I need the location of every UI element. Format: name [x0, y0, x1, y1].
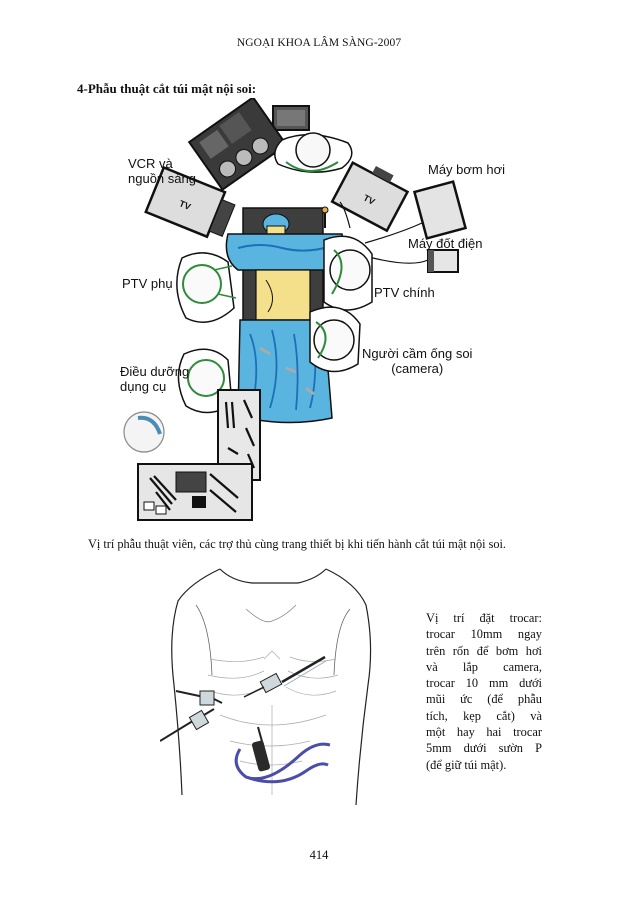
- description-line: Vị trí đặt trocar:: [426, 611, 542, 625]
- label-main-surgeon: PTV chính: [374, 285, 435, 300]
- description-line: tích, kẹp cắt) và: [426, 708, 542, 723]
- subcostal-trocar-lower-icon: [160, 709, 214, 741]
- umbilical-trocar-camera-icon: [236, 727, 330, 782]
- label-vcr-light-source: VCR và nguồn sáng: [128, 156, 196, 186]
- label-insufflator: Máy bơm hơi: [428, 162, 506, 177]
- running-header: NGOẠI KHOA LÂM SÀNG-2007: [236, 37, 402, 49]
- assistant-surgeon-figure-icon: [177, 253, 236, 322]
- electrocautery-machine-icon: [428, 250, 458, 272]
- top-monitor-icon: [273, 106, 309, 130]
- svg-text:TV: TV: [361, 192, 377, 207]
- label-assistant-surgeon: PTV phụ: [122, 276, 173, 291]
- label-scrub-nurse: Điều dưỡng dụng cụ: [120, 364, 190, 394]
- torso-trocar-illustration: [160, 565, 390, 835]
- trocar-placement-figure: [160, 565, 390, 835]
- description-line: và lắp camera,: [426, 659, 542, 674]
- patient-head-icon: [263, 214, 289, 236]
- camera-holder-figure-icon: [310, 307, 360, 371]
- main-surgeon-figure-icon: [324, 236, 372, 310]
- vcr-light-source-icon: [189, 98, 286, 190]
- subxiphoid-trocar-icon: [244, 657, 326, 697]
- trocar-placement-description: [426, 610, 542, 773]
- svg-text:TV: TV: [177, 198, 193, 212]
- description-line: trên rốn để bơm hơi: [426, 643, 542, 658]
- description-line: (để giữ túi mật).: [426, 757, 507, 772]
- label-camera-holder: Người cầm ống soi (camera): [362, 346, 473, 376]
- description-line: trocar 10 mm dưới: [426, 676, 542, 691]
- anesthesiologist-figure-icon: [275, 133, 352, 172]
- subcostal-trocar-upper-icon: [176, 691, 222, 705]
- description-line: trocar 10mm ngay: [426, 627, 542, 642]
- label-electrocautery: Máy đốt điện: [408, 236, 483, 251]
- operating-room-layout-figure: [110, 98, 520, 528]
- page-number: 414: [309, 848, 329, 862]
- patient-abdomen: [256, 270, 310, 320]
- description-line: mũi ức (để phẫu: [426, 692, 542, 707]
- back-instrument-table-icon: [138, 464, 252, 520]
- figure1-caption: Vị trí phẫu thuật viên, các trợ thủ cùng trang thiết bị khi tiến hành cắt túi mật nội soi.: [88, 537, 507, 551]
- section-title: 4-Phẫu thuật cắt túi mật nội soi:: [77, 81, 257, 96]
- insufflator-machine-icon: [414, 182, 465, 239]
- sponge-basin-icon: [124, 412, 164, 452]
- description-line: 5mm dưới sườn P: [426, 741, 542, 756]
- description-line: một hay hai trocar: [426, 725, 542, 740]
